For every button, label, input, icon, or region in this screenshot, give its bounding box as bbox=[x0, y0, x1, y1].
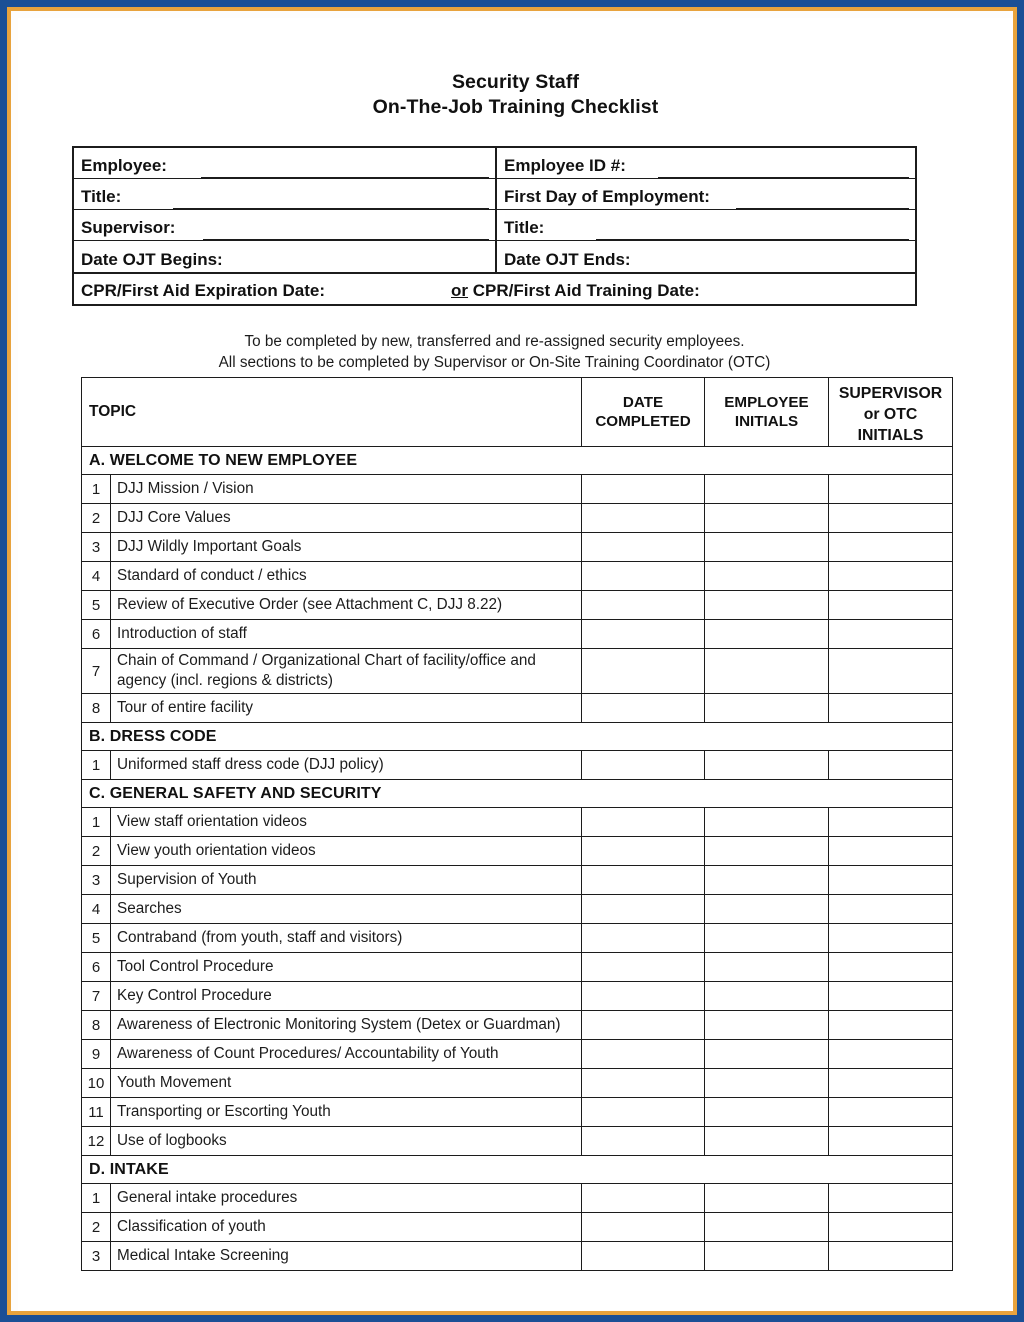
checklist-row-topic: Transporting or Escorting Youth bbox=[111, 1098, 582, 1127]
cell-supervisor-initials[interactable] bbox=[829, 982, 953, 1011]
field-supervisor[interactable] bbox=[74, 210, 495, 241]
checklist-row-number: 10 bbox=[82, 1069, 111, 1098]
cell-supervisor-initials[interactable] bbox=[829, 649, 953, 694]
checklist-row-topic: View youth orientation videos bbox=[111, 837, 582, 866]
checklist-row-topic: Supervision of Youth bbox=[111, 866, 582, 895]
cell-date-completed[interactable] bbox=[582, 1127, 705, 1156]
header-employee-initials-line1: EMPLOYEE bbox=[724, 394, 809, 411]
checklist-row-number: 4 bbox=[82, 895, 111, 924]
checklist-row-number: 1 bbox=[82, 751, 111, 780]
checklist-row bbox=[82, 475, 953, 504]
checklist-row-topic: Medical Intake Screening bbox=[111, 1242, 582, 1271]
checklist-row-topic: Introduction of staff bbox=[111, 620, 582, 649]
cell-supervisor-initials[interactable] bbox=[829, 751, 953, 780]
checklist-row bbox=[82, 1213, 953, 1242]
checklist-row-number: 6 bbox=[82, 620, 111, 649]
checklist-row bbox=[82, 751, 953, 780]
cpr-training-label bbox=[451, 278, 700, 304]
checklist-row bbox=[82, 1127, 953, 1156]
checklist-row-topic: Awareness of Electronic Monitoring System (Detex or Guardman) bbox=[111, 1011, 582, 1040]
cell-supervisor-initials[interactable] bbox=[829, 1184, 953, 1213]
cell-employee-initials[interactable] bbox=[705, 751, 829, 780]
cell-employee-initials[interactable] bbox=[705, 1213, 829, 1242]
field-supervisor-input[interactable] bbox=[203, 219, 489, 240]
checklist-row bbox=[82, 1011, 953, 1040]
cell-date-completed[interactable] bbox=[582, 533, 705, 562]
cell-date-completed[interactable] bbox=[582, 475, 705, 504]
checklist-row-number: 3 bbox=[82, 1242, 111, 1271]
checklist-row bbox=[82, 1040, 953, 1069]
info-grid bbox=[74, 148, 915, 272]
header-supervisor-line1: SUPERVISOR bbox=[838, 385, 943, 402]
checklist-row-topic: Classification of youth bbox=[111, 1213, 582, 1242]
cell-date-completed[interactable] bbox=[582, 1213, 705, 1242]
header-employee-initials bbox=[705, 378, 829, 447]
checklist-row-number: 5 bbox=[82, 924, 111, 953]
cell-employee-initials[interactable] bbox=[705, 1242, 829, 1271]
cell-employee-initials[interactable] bbox=[705, 1127, 829, 1156]
cell-supervisor-initials[interactable] bbox=[829, 1098, 953, 1127]
cell-supervisor-initials[interactable] bbox=[829, 924, 953, 953]
checklist-row bbox=[82, 953, 953, 982]
instruction-line-1: To be completed by new, transferred and re-assigned security employees. bbox=[244, 333, 745, 350]
checklist-row bbox=[82, 1242, 953, 1271]
checklist-row-number: 12 bbox=[82, 1127, 111, 1156]
checklist-row-topic: Chain of Command / Organizational Chart of facility/office and agency (incl. regions & districts) bbox=[111, 649, 582, 694]
checklist-row-number: 2 bbox=[82, 1213, 111, 1242]
checklist-row bbox=[82, 694, 953, 723]
checklist-row bbox=[82, 837, 953, 866]
header-date-completed-line1: DATE bbox=[622, 394, 664, 411]
section-heading: D. INTAKE bbox=[82, 1156, 953, 1184]
checklist-row bbox=[82, 591, 953, 620]
cell-date-completed[interactable] bbox=[582, 1242, 705, 1271]
checklist-row bbox=[82, 982, 953, 1011]
field-supervisor-label: Supervisor: bbox=[81, 218, 176, 237]
info-column-right bbox=[497, 148, 915, 272]
cell-date-completed[interactable] bbox=[582, 953, 705, 982]
cell-date-completed[interactable] bbox=[582, 808, 705, 837]
field-employee[interactable] bbox=[74, 148, 495, 179]
header-employee-initials-line2: INITIALS bbox=[734, 413, 799, 430]
cell-employee-initials[interactable] bbox=[705, 982, 829, 1011]
checklist-row-topic: Key Control Procedure bbox=[111, 982, 582, 1011]
instructions-block bbox=[72, 331, 917, 373]
cell-employee-initials[interactable] bbox=[705, 953, 829, 982]
checklist-row-number: 7 bbox=[82, 649, 111, 694]
checklist-row bbox=[82, 649, 953, 694]
field-first-day-employment-input[interactable] bbox=[736, 188, 909, 209]
section-header-row bbox=[82, 780, 953, 808]
checklist-row bbox=[82, 924, 953, 953]
cell-supervisor-initials[interactable] bbox=[829, 562, 953, 591]
checklist-row-number: 5 bbox=[82, 591, 111, 620]
title-line-2: On-The-Job Training Checklist bbox=[372, 96, 659, 118]
field-date-ojt-begins[interactable] bbox=[74, 241, 495, 272]
cell-employee-initials[interactable] bbox=[705, 808, 829, 837]
cell-date-completed[interactable] bbox=[582, 1040, 705, 1069]
cell-date-completed[interactable] bbox=[582, 1069, 705, 1098]
instruction-line-2: All sections to be completed by Supervisor or On-Site Training Coordinator (OTC) bbox=[218, 354, 771, 371]
checklist-row bbox=[82, 620, 953, 649]
cell-date-completed[interactable] bbox=[582, 620, 705, 649]
checklist-row-number: 8 bbox=[82, 1011, 111, 1040]
cell-employee-initials[interactable] bbox=[705, 1184, 829, 1213]
field-title-input[interactable] bbox=[173, 188, 489, 209]
cell-supervisor-initials[interactable] bbox=[829, 504, 953, 533]
field-employee-id-input[interactable] bbox=[658, 157, 909, 178]
checklist-row-number: 3 bbox=[82, 866, 111, 895]
cell-employee-initials[interactable] bbox=[705, 694, 829, 723]
checklist-row-topic: Uniformed staff dress code (DJJ policy) bbox=[111, 751, 582, 780]
field-first-day-employment-label: First Day of Employment: bbox=[504, 187, 710, 206]
checklist-row-number: 7 bbox=[82, 982, 111, 1011]
cell-date-completed[interactable] bbox=[582, 866, 705, 895]
field-title-label: Title: bbox=[81, 187, 122, 206]
checklist-row bbox=[82, 533, 953, 562]
cell-supervisor-initials[interactable] bbox=[829, 808, 953, 837]
checklist-row-number: 2 bbox=[82, 837, 111, 866]
section-header-row bbox=[82, 1156, 953, 1184]
cell-employee-initials[interactable] bbox=[705, 1069, 829, 1098]
field-supervisor-title-label: Title: bbox=[504, 218, 545, 237]
field-date-ojt-ends-input[interactable] bbox=[643, 252, 909, 272]
cell-date-completed[interactable] bbox=[582, 591, 705, 620]
table-header bbox=[82, 378, 953, 447]
field-date-ojt-begins-label: Date OJT Begins: bbox=[81, 250, 223, 269]
header-date-completed-line2: COMPLETED bbox=[595, 413, 691, 430]
training-checklist-table bbox=[81, 377, 953, 1271]
field-first-day-employment[interactable] bbox=[497, 179, 915, 210]
cell-supervisor-initials[interactable] bbox=[829, 475, 953, 504]
checklist-row-topic: Youth Movement bbox=[111, 1069, 582, 1098]
title-line-1: Security Staff bbox=[451, 71, 580, 93]
checklist-row bbox=[82, 895, 953, 924]
cpr-training-text: CPR/First Aid Training Date: bbox=[472, 281, 700, 300]
cell-employee-initials[interactable] bbox=[705, 1040, 829, 1069]
cell-date-completed[interactable] bbox=[582, 562, 705, 591]
table-body bbox=[82, 447, 953, 1271]
checklist-row-topic: General intake procedures bbox=[111, 1184, 582, 1213]
cell-supervisor-initials[interactable] bbox=[829, 895, 953, 924]
cell-date-completed[interactable] bbox=[582, 924, 705, 953]
checklist-row bbox=[82, 504, 953, 533]
cell-supervisor-initials[interactable] bbox=[829, 533, 953, 562]
checklist-row-topic: DJJ Core Values bbox=[111, 504, 582, 533]
section-header-row bbox=[82, 723, 953, 751]
cell-supervisor-initials[interactable] bbox=[829, 1242, 953, 1271]
cell-date-completed[interactable] bbox=[582, 1098, 705, 1127]
cell-employee-initials[interactable] bbox=[705, 475, 829, 504]
checklist-row-number: 2 bbox=[82, 504, 111, 533]
cell-employee-initials[interactable] bbox=[705, 620, 829, 649]
section-heading: C. GENERAL SAFETY AND SECURITY bbox=[82, 780, 953, 808]
checklist-row bbox=[82, 562, 953, 591]
header-topic: TOPIC bbox=[82, 378, 582, 447]
cell-employee-initials[interactable] bbox=[705, 1098, 829, 1127]
checklist-row-topic: Use of logbooks bbox=[111, 1127, 582, 1156]
cell-date-completed[interactable] bbox=[582, 1184, 705, 1213]
cell-employee-initials[interactable] bbox=[705, 866, 829, 895]
field-supervisor-title[interactable] bbox=[497, 210, 915, 241]
cpr-expiration-label: CPR/First Aid Expiration Date: bbox=[81, 281, 326, 300]
checklist-row-topic: Contraband (from youth, staff and visitors) bbox=[111, 924, 582, 953]
cell-supervisor-initials[interactable] bbox=[829, 694, 953, 723]
cell-supervisor-initials[interactable] bbox=[829, 620, 953, 649]
employee-info-box bbox=[72, 146, 917, 306]
field-date-ojt-ends[interactable] bbox=[497, 241, 915, 272]
checklist-row-number: 3 bbox=[82, 533, 111, 562]
document-sheet bbox=[18, 18, 1013, 1311]
cell-supervisor-initials[interactable] bbox=[829, 1069, 953, 1098]
cell-supervisor-initials[interactable] bbox=[829, 1127, 953, 1156]
checklist-row-topic: Awareness of Count Procedures/ Accountability of Youth bbox=[111, 1040, 582, 1069]
cell-date-completed[interactable] bbox=[582, 982, 705, 1011]
cell-supervisor-initials[interactable] bbox=[829, 837, 953, 866]
cell-date-completed[interactable] bbox=[582, 1011, 705, 1040]
cell-employee-initials[interactable] bbox=[705, 562, 829, 591]
table-header-row bbox=[82, 378, 953, 447]
cell-supervisor-initials[interactable] bbox=[829, 953, 953, 982]
checklist-row-number: 6 bbox=[82, 953, 111, 982]
checklist-row-number: 1 bbox=[82, 475, 111, 504]
field-supervisor-title-input[interactable] bbox=[596, 219, 909, 240]
checklist-row-topic: DJJ Wildly Important Goals bbox=[111, 533, 582, 562]
cell-employee-initials[interactable] bbox=[705, 895, 829, 924]
cell-supervisor-initials[interactable] bbox=[829, 1011, 953, 1040]
cell-employee-initials[interactable] bbox=[705, 533, 829, 562]
checklist-row-number: 9 bbox=[82, 1040, 111, 1069]
cell-date-completed[interactable] bbox=[582, 504, 705, 533]
field-employee-id[interactable] bbox=[497, 148, 915, 179]
checklist-row-number: 8 bbox=[82, 694, 111, 723]
header-supervisor-line3: INITIALS bbox=[857, 427, 924, 444]
checklist-row-topic: Tool Control Procedure bbox=[111, 953, 582, 982]
cell-date-completed[interactable] bbox=[582, 895, 705, 924]
section-header-row bbox=[82, 447, 953, 475]
checklist-row-topic: Searches bbox=[111, 895, 582, 924]
checklist-row-topic: Standard of conduct / ethics bbox=[111, 562, 582, 591]
checklist-row-topic: View staff orientation videos bbox=[111, 808, 582, 837]
cell-supervisor-initials[interactable] bbox=[829, 591, 953, 620]
section-heading: B. DRESS CODE bbox=[82, 723, 953, 751]
field-date-ojt-begins-input[interactable] bbox=[235, 252, 489, 272]
cell-employee-initials[interactable] bbox=[705, 837, 829, 866]
checklist-row bbox=[82, 1098, 953, 1127]
section-heading: A. WELCOME TO NEW EMPLOYEE bbox=[82, 447, 953, 475]
field-title[interactable] bbox=[74, 179, 495, 210]
header-supervisor-line2: or OTC bbox=[863, 406, 918, 423]
header-supervisor-initials bbox=[829, 378, 953, 447]
checklist-row-number: 11 bbox=[82, 1098, 111, 1127]
cell-employee-initials[interactable] bbox=[705, 924, 829, 953]
checklist-row bbox=[82, 1069, 953, 1098]
checklist-row-topic: Review of Executive Order (see Attachment C, DJJ 8.22) bbox=[111, 591, 582, 620]
field-date-ojt-ends-label: Date OJT Ends: bbox=[504, 250, 631, 269]
cell-employee-initials[interactable] bbox=[705, 1011, 829, 1040]
checklist-row-topic: DJJ Mission / Vision bbox=[111, 475, 582, 504]
cell-date-completed[interactable] bbox=[582, 751, 705, 780]
checklist-row-topic: Tour of entire facility bbox=[111, 694, 582, 723]
field-employee-label: Employee: bbox=[81, 156, 167, 175]
cell-date-completed[interactable] bbox=[582, 649, 705, 694]
cell-date-completed[interactable] bbox=[582, 694, 705, 723]
checklist-row bbox=[82, 866, 953, 895]
document-title bbox=[18, 18, 1013, 120]
checklist-row bbox=[82, 1184, 953, 1213]
cell-employee-initials[interactable] bbox=[705, 649, 829, 694]
field-employee-id-label: Employee ID #: bbox=[504, 156, 626, 175]
checklist-row-number: 1 bbox=[82, 808, 111, 837]
cpr-or-label: or bbox=[451, 281, 469, 300]
checklist-row-number: 1 bbox=[82, 1184, 111, 1213]
field-cpr-row[interactable] bbox=[74, 272, 915, 304]
cell-supervisor-initials[interactable] bbox=[829, 1040, 953, 1069]
field-employee-input[interactable] bbox=[201, 157, 489, 178]
checklist-row-number: 4 bbox=[82, 562, 111, 591]
cell-employee-initials[interactable] bbox=[705, 504, 829, 533]
info-column-left bbox=[74, 148, 497, 272]
cell-date-completed[interactable] bbox=[582, 837, 705, 866]
header-date-completed bbox=[582, 378, 705, 447]
cell-supervisor-initials[interactable] bbox=[829, 1213, 953, 1242]
checklist-row bbox=[82, 808, 953, 837]
cell-supervisor-initials[interactable] bbox=[829, 866, 953, 895]
cell-employee-initials[interactable] bbox=[705, 591, 829, 620]
